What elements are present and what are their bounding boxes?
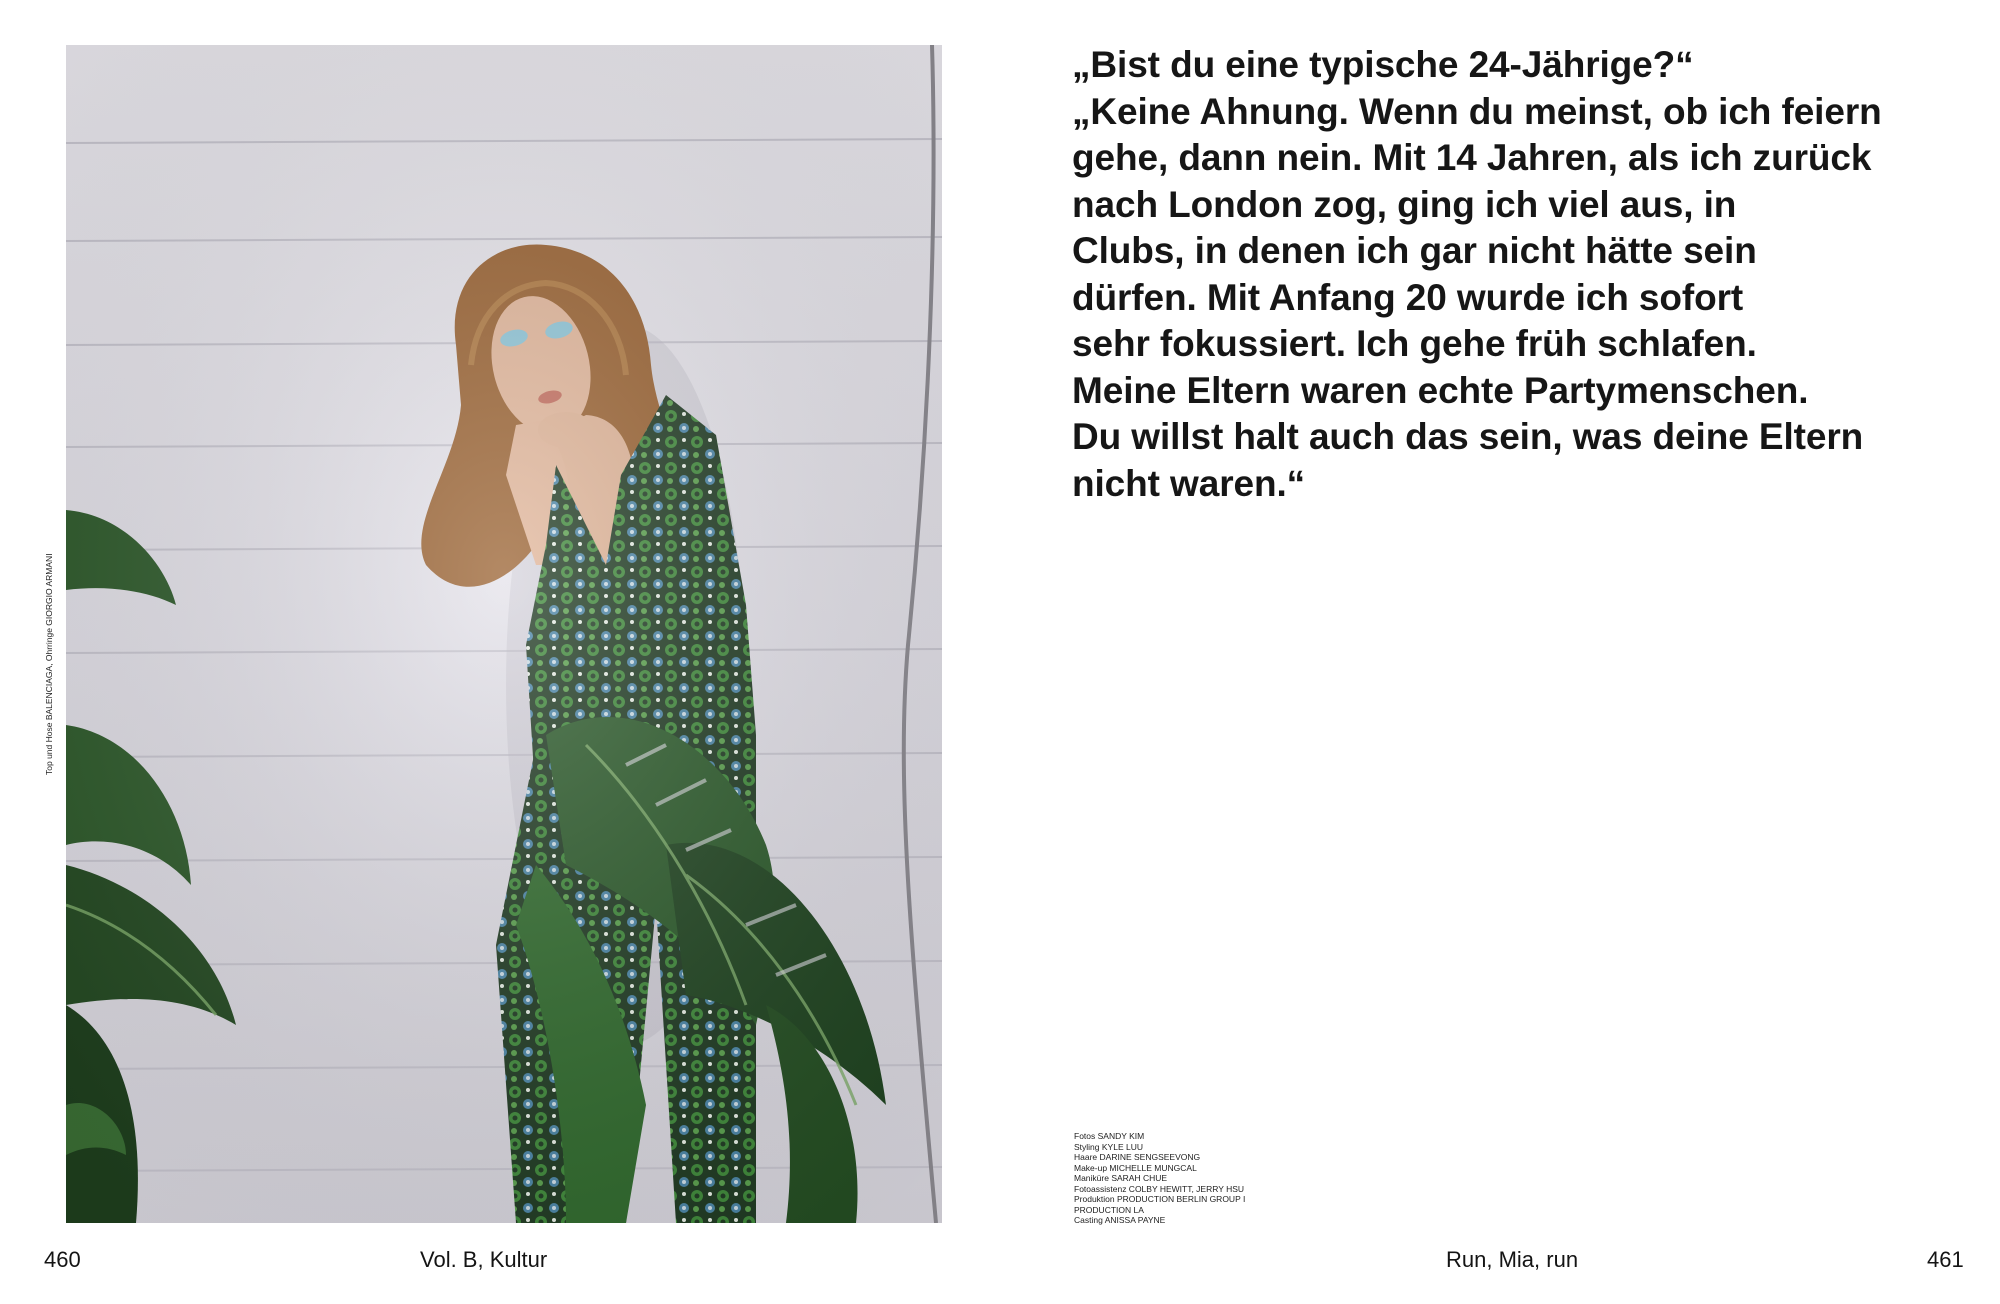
quote-line: Meine Eltern waren echte Partymenschen. [1072,369,1809,411]
quote-line: „Bist du eine typische 24-Jährige?“ [1072,44,1694,85]
quote-line: Clubs, in denen ich gar nicht hätte sein [1072,230,1757,271]
page-number-left: 460 [44,1247,81,1272]
article-title: Run, Mia, run [1446,1247,1579,1272]
credit-line: Haare DARINE SENGSEEVONG [1074,1152,1201,1162]
quote-line: sehr fokussiert. Ich gehe früh schlafen. [1072,323,1757,364]
quote-line: nicht waren.“ [1072,462,1306,504]
credit-line: Make-up MICHELLE MUNGCAL [1074,1162,1197,1173]
interview-quote [1072,42,1972,507]
production-credits [1074,1131,1294,1226]
credit-line: Produktion PRODUCTION BERLIN GROUP I [1074,1194,1246,1204]
credit-line: Maniküre SARAH CHUE [1074,1173,1168,1183]
quote-line: dürfen. Mit Anfang 20 wurde ich sofort [1072,276,1744,318]
side-outfit-credit: Top und Hose BALENCIAGA, Ohrringe GIORGIO ARMANI [44,553,54,775]
credit-line: Styling KYLE LUU [1074,1141,1143,1152]
credit-line: Fotoassistenz COLBY HEWITT, JERRY HSU [1074,1183,1245,1194]
credit-line: PRODUCTION LA [1074,1204,1144,1215]
section-label: Vol. B, Kultur [420,1247,548,1272]
quote-line: Du willst halt auch das sein, was deine Eltern [1072,416,1864,457]
credit-line: Fotos SANDY KIM [1074,1131,1145,1141]
fashion-photo [66,45,942,1223]
quote-line: gehe, dann nein. Mit 14 Jahren, als ich zurück [1072,137,1872,178]
quote-line: „Keine Ahnung. Wenn du meinst, ob ich feiern [1072,90,1882,132]
page-number-right: 461 [1927,1247,1964,1272]
quote-line: nach London zog, ging ich viel aus, in [1072,183,1737,225]
credit-line: Casting ANISSA PAYNE [1074,1215,1166,1225]
